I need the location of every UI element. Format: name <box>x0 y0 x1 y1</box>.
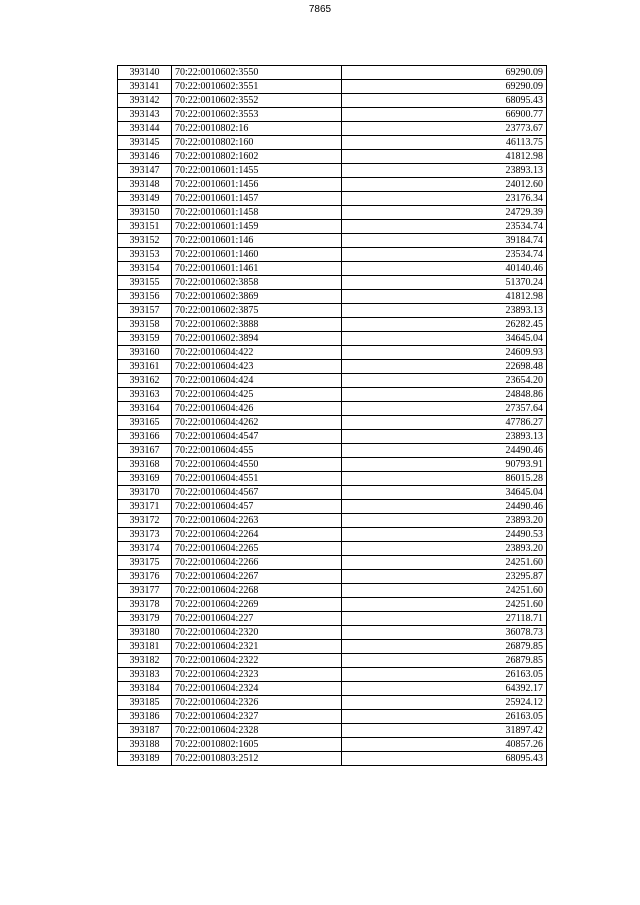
cadastral-number-cell: 70:22:0010604:2326 <box>172 696 342 710</box>
table-row <box>118 108 547 122</box>
row-number-cell: 393144 <box>118 122 172 136</box>
row-number-cell: 393143 <box>118 108 172 122</box>
cadastral-number-cell: 70:22:0010604:2327 <box>172 710 342 724</box>
cadastral-number-cell: 70:22:0010604:2263 <box>172 514 342 528</box>
table-row <box>118 360 547 374</box>
cadastral-value-cell: 31897.42 <box>342 724 547 738</box>
cadastral-number-cell: 70:22:0010604:424 <box>172 374 342 388</box>
cadastral-number-cell: 70:22:0010602:3888 <box>172 318 342 332</box>
cadastral-number-cell: 70:22:0010604:2320 <box>172 626 342 640</box>
cadastral-value-cell: 47786.27 <box>342 416 547 430</box>
row-number-cell: 393147 <box>118 164 172 178</box>
table-row <box>118 654 547 668</box>
cadastral-number-cell: 70:22:0010602:3553 <box>172 108 342 122</box>
table-row <box>118 66 547 80</box>
row-number-cell: 393148 <box>118 178 172 192</box>
row-number-cell: 393189 <box>118 752 172 766</box>
cadastral-value-cell: 24609.93 <box>342 346 547 360</box>
row-number-cell: 393167 <box>118 444 172 458</box>
row-number-cell: 393150 <box>118 206 172 220</box>
cadastral-number-cell: 70:22:0010601:146 <box>172 234 342 248</box>
cadastral-number-cell: 70:22:0010601:1456 <box>172 178 342 192</box>
cadastral-value-cell: 24490.46 <box>342 500 547 514</box>
table-row <box>118 682 547 696</box>
cadastral-value-cell: 68095.43 <box>342 752 547 766</box>
cadastral-value-cell: 23893.13 <box>342 304 547 318</box>
cadastral-value-cell: 27118.71 <box>342 612 547 626</box>
table-row <box>118 178 547 192</box>
cadastral-value-cell: 23654.20 <box>342 374 547 388</box>
cadastral-value-cell: 39184.74 <box>342 234 547 248</box>
table-row <box>118 248 547 262</box>
row-number-cell: 393178 <box>118 598 172 612</box>
table-row <box>118 752 547 766</box>
cadastral-value-cell: 40140.46 <box>342 262 547 276</box>
cadastral-number-cell: 70:22:0010602:3551 <box>172 80 342 94</box>
table-row <box>118 136 547 150</box>
cadastral-number-cell: 70:22:0010802:1605 <box>172 738 342 752</box>
cadastral-value-cell: 26879.85 <box>342 640 547 654</box>
table-row <box>118 262 547 276</box>
cadastral-value-cell: 34645.04 <box>342 332 547 346</box>
table-row <box>118 346 547 360</box>
table-row <box>118 402 547 416</box>
row-number-cell: 393154 <box>118 262 172 276</box>
table-row <box>118 276 547 290</box>
row-number-cell: 393177 <box>118 584 172 598</box>
table-row <box>118 486 547 500</box>
table-row <box>118 472 547 486</box>
table-row <box>118 738 547 752</box>
cadastral-number-cell: 70:22:0010604:423 <box>172 360 342 374</box>
cadastral-value-cell: 51370.24 <box>342 276 547 290</box>
table-row <box>118 710 547 724</box>
row-number-cell: 393152 <box>118 234 172 248</box>
cadastral-value-cell: 23893.20 <box>342 542 547 556</box>
table-row <box>118 668 547 682</box>
row-number-cell: 393185 <box>118 696 172 710</box>
row-number-cell: 393160 <box>118 346 172 360</box>
cadastral-number-cell: 70:22:0010604:2323 <box>172 668 342 682</box>
cadastral-value-cell: 23534.74 <box>342 220 547 234</box>
cadastral-number-cell: 70:22:0010604:457 <box>172 500 342 514</box>
table-row <box>118 598 547 612</box>
cadastral-number-cell: 70:22:0010604:2328 <box>172 724 342 738</box>
cadastral-number-cell: 70:22:0010604:227 <box>172 612 342 626</box>
table-row <box>118 514 547 528</box>
row-number-cell: 393162 <box>118 374 172 388</box>
row-number-cell: 393159 <box>118 332 172 346</box>
table-row <box>118 94 547 108</box>
cadastral-value-cell: 36078.73 <box>342 626 547 640</box>
row-number-cell: 393174 <box>118 542 172 556</box>
row-number-cell: 393172 <box>118 514 172 528</box>
row-number-cell: 393186 <box>118 710 172 724</box>
row-number-cell: 393151 <box>118 220 172 234</box>
table-row <box>118 430 547 444</box>
cadastral-value-cell: 46113.75 <box>342 136 547 150</box>
cadastral-value-cell: 26879.85 <box>342 654 547 668</box>
cadastral-value-cell: 23295.87 <box>342 570 547 584</box>
cadastral-value-cell: 26282.45 <box>342 318 547 332</box>
cadastral-number-cell: 70:22:0010602:3550 <box>172 66 342 80</box>
table-row <box>118 234 547 248</box>
row-number-cell: 393158 <box>118 318 172 332</box>
cadastral-value-cell: 25924.12 <box>342 696 547 710</box>
row-number-cell: 393153 <box>118 248 172 262</box>
cadastral-value-cell: 69290.09 <box>342 66 547 80</box>
cadastral-number-cell: 70:22:0010604:4567 <box>172 486 342 500</box>
row-number-cell: 393187 <box>118 724 172 738</box>
table-row <box>118 192 547 206</box>
cadastral-value-cell: 23893.20 <box>342 514 547 528</box>
cadastral-value-table <box>117 65 547 766</box>
cadastral-value-cell: 23893.13 <box>342 430 547 444</box>
row-number-cell: 393146 <box>118 150 172 164</box>
cadastral-value-cell: 27357.64 <box>342 402 547 416</box>
cadastral-number-cell: 70:22:0010604:4551 <box>172 472 342 486</box>
table-row <box>118 584 547 598</box>
row-number-cell: 393157 <box>118 304 172 318</box>
table-row <box>118 164 547 178</box>
cadastral-value-cell: 64392.17 <box>342 682 547 696</box>
cadastral-value-cell: 66900.77 <box>342 108 547 122</box>
cadastral-number-cell: 70:22:0010602:3875 <box>172 304 342 318</box>
cadastral-number-cell: 70:22:0010602:3858 <box>172 276 342 290</box>
cadastral-value-cell: 24729.39 <box>342 206 547 220</box>
cadastral-number-cell: 70:22:0010601:1460 <box>172 248 342 262</box>
cadastral-value-cell: 41812.98 <box>342 150 547 164</box>
cadastral-number-cell: 70:22:0010604:2269 <box>172 598 342 612</box>
cadastral-number-cell: 70:22:0010604:4262 <box>172 416 342 430</box>
row-number-cell: 393164 <box>118 402 172 416</box>
row-number-cell: 393182 <box>118 654 172 668</box>
row-number-cell: 393173 <box>118 528 172 542</box>
row-number-cell: 393176 <box>118 570 172 584</box>
row-number-cell: 393170 <box>118 486 172 500</box>
cadastral-value-cell: 86015.28 <box>342 472 547 486</box>
row-number-cell: 393171 <box>118 500 172 514</box>
cadastral-number-cell: 70:22:0010602:3552 <box>172 94 342 108</box>
table-row <box>118 122 547 136</box>
cadastral-value-cell: 24848.86 <box>342 388 547 402</box>
cadastral-number-cell: 70:22:0010604:2266 <box>172 556 342 570</box>
table-row <box>118 724 547 738</box>
row-number-cell: 393155 <box>118 276 172 290</box>
row-number-cell: 393161 <box>118 360 172 374</box>
cadastral-value-cell: 24251.60 <box>342 556 547 570</box>
cadastral-number-cell: 70:22:0010604:4547 <box>172 430 342 444</box>
row-number-cell: 393163 <box>118 388 172 402</box>
cadastral-number-cell: 70:22:0010601:1461 <box>172 262 342 276</box>
row-number-cell: 393179 <box>118 612 172 626</box>
cadastral-value-cell: 41812.98 <box>342 290 547 304</box>
cadastral-value-cell: 24490.46 <box>342 444 547 458</box>
table-row <box>118 374 547 388</box>
cadastral-number-cell: 70:22:0010604:2268 <box>172 584 342 598</box>
cadastral-number-cell: 70:22:0010802:160 <box>172 136 342 150</box>
row-number-cell: 393142 <box>118 94 172 108</box>
cadastral-value-cell: 23893.13 <box>342 164 547 178</box>
table-row <box>118 696 547 710</box>
cadastral-number-cell: 70:22:0010604:426 <box>172 402 342 416</box>
cadastral-number-cell: 70:22:0010604:2321 <box>172 640 342 654</box>
cadastral-number-cell: 70:22:0010604:2322 <box>172 654 342 668</box>
cadastral-number-cell: 70:22:0010602:3869 <box>172 290 342 304</box>
cadastral-number-cell: 70:22:0010604:422 <box>172 346 342 360</box>
cadastral-value-cell: 22698.48 <box>342 360 547 374</box>
cadastral-value-cell: 34645.04 <box>342 486 547 500</box>
row-number-cell: 393145 <box>118 136 172 150</box>
cadastral-value-cell: 23176.34 <box>342 192 547 206</box>
row-number-cell: 393188 <box>118 738 172 752</box>
row-number-cell: 393180 <box>118 626 172 640</box>
cadastral-value-cell: 24251.60 <box>342 598 547 612</box>
table-row <box>118 416 547 430</box>
table-row <box>118 542 547 556</box>
cadastral-number-cell: 70:22:0010601:1455 <box>172 164 342 178</box>
cadastral-number-cell: 70:22:0010802:1602 <box>172 150 342 164</box>
table-row <box>118 528 547 542</box>
table-row <box>118 640 547 654</box>
row-number-cell: 393175 <box>118 556 172 570</box>
cadastral-value-cell: 24490.53 <box>342 528 547 542</box>
table-body <box>118 66 547 766</box>
row-number-cell: 393141 <box>118 80 172 94</box>
cadastral-number-cell: 70:22:0010604:425 <box>172 388 342 402</box>
cadastral-number-cell: 70:22:0010604:2267 <box>172 570 342 584</box>
table-row <box>118 290 547 304</box>
cadastral-number-cell: 70:22:0010604:4550 <box>172 458 342 472</box>
cadastral-number-cell: 70:22:0010601:1457 <box>172 192 342 206</box>
cadastral-value-cell: 24012.60 <box>342 178 547 192</box>
table-row <box>118 612 547 626</box>
cadastral-value-cell: 23773.67 <box>342 122 547 136</box>
cadastral-value-cell: 24251.60 <box>342 584 547 598</box>
row-number-cell: 393140 <box>118 66 172 80</box>
row-number-cell: 393165 <box>118 416 172 430</box>
cadastral-number-cell: 70:22:0010604:2324 <box>172 682 342 696</box>
table-row <box>118 556 547 570</box>
cadastral-value-cell: 23534.74 <box>342 248 547 262</box>
table-row <box>118 206 547 220</box>
cadastral-value-cell: 26163.05 <box>342 710 547 724</box>
cadastral-number-cell: 70:22:0010602:3894 <box>172 332 342 346</box>
table-row <box>118 458 547 472</box>
table-row <box>118 332 547 346</box>
table-row <box>118 500 547 514</box>
cadastral-value-cell: 68095.43 <box>342 94 547 108</box>
table-row <box>118 626 547 640</box>
row-number-cell: 393181 <box>118 640 172 654</box>
row-number-cell: 393156 <box>118 290 172 304</box>
row-number-cell: 393166 <box>118 430 172 444</box>
table-row <box>118 304 547 318</box>
row-number-cell: 393149 <box>118 192 172 206</box>
table-row <box>118 444 547 458</box>
table-row <box>118 570 547 584</box>
table-row <box>118 388 547 402</box>
cadastral-value-cell: 90793.91 <box>342 458 547 472</box>
cadastral-value-cell: 26163.05 <box>342 668 547 682</box>
row-number-cell: 393168 <box>118 458 172 472</box>
cadastral-number-cell: 70:22:0010604:2264 <box>172 528 342 542</box>
cadastral-value-cell: 69290.09 <box>342 80 547 94</box>
cadastral-number-cell: 70:22:0010604:455 <box>172 444 342 458</box>
row-number-cell: 393169 <box>118 472 172 486</box>
cadastral-number-cell: 70:22:0010601:1458 <box>172 206 342 220</box>
table-row <box>118 80 547 94</box>
table-row <box>118 318 547 332</box>
cadastral-number-cell: 70:22:0010802:16 <box>172 122 342 136</box>
cadastral-number-cell: 70:22:0010604:2265 <box>172 542 342 556</box>
row-number-cell: 393183 <box>118 668 172 682</box>
page-number: 7865 <box>308 4 332 15</box>
cadastral-value-cell: 40857.26 <box>342 738 547 752</box>
cadastral-number-cell: 70:22:0010601:1459 <box>172 220 342 234</box>
cadastral-number-cell: 70:22:0010803:2512 <box>172 752 342 766</box>
table-row <box>118 220 547 234</box>
row-number-cell: 393184 <box>118 682 172 696</box>
table-row <box>118 150 547 164</box>
